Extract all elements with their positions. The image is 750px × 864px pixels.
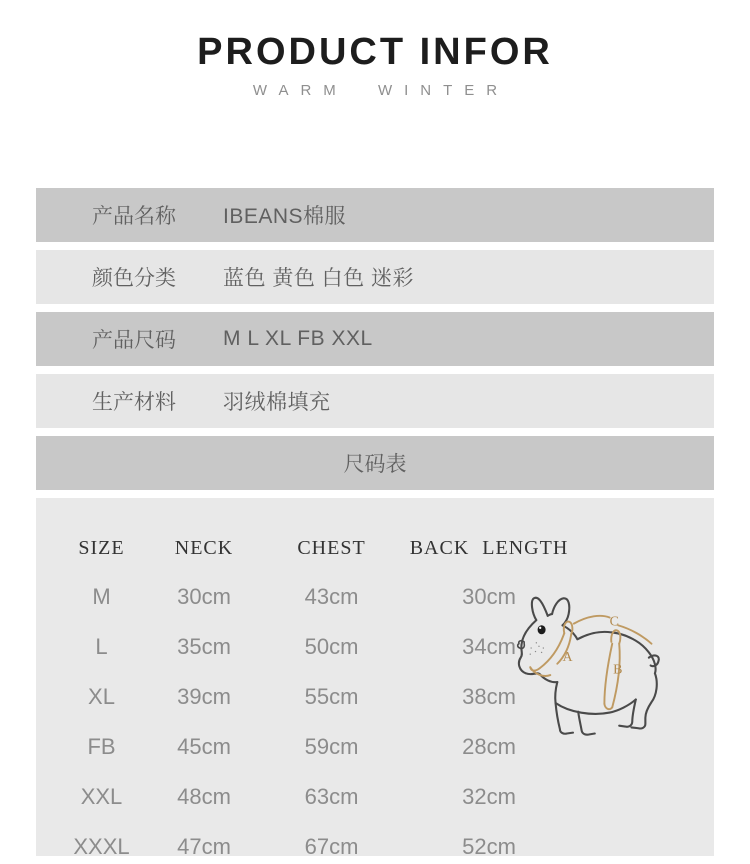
neck-cell: 39cm	[177, 684, 231, 709]
french-bulldog-illustration	[498, 574, 714, 750]
chest-cell: 55cm	[304, 684, 359, 709]
table-row	[54, 822, 714, 856]
info-label: 颜色分类	[92, 267, 176, 290]
back-cell: 34cm	[462, 634, 516, 659]
back-cell: 30cm	[462, 584, 516, 609]
dog-measurement-diagram	[498, 574, 714, 750]
back-cell: 52cm	[462, 834, 516, 856]
page-subtitle: WARM WINTER	[252, 82, 510, 99]
back-cell: 32cm	[462, 784, 516, 809]
size-cell: FB	[87, 734, 116, 759]
info-row-material	[36, 374, 714, 428]
neck-cell: 30cm	[177, 584, 231, 609]
product-info-table	[36, 188, 714, 490]
col-header-size: SIZE	[78, 536, 125, 559]
back-measure-label: C	[609, 614, 619, 630]
info-label: 产品尺码	[92, 329, 176, 352]
size-chart-panel	[36, 498, 714, 856]
neck-cell: 45cm	[177, 734, 231, 759]
chest-cell: 63cm	[304, 784, 359, 809]
neck-measure-label: A	[562, 650, 573, 666]
table-row	[54, 772, 714, 822]
dog-eye	[538, 625, 546, 634]
col-header-back-length: BACK LENGTH	[409, 536, 569, 559]
info-value: 蓝色 黄色 白色 迷彩	[223, 267, 415, 290]
size-chart-section-header	[36, 436, 714, 490]
page-title: PRODUCT INFOR	[197, 31, 553, 73]
size-cell: XXL	[80, 784, 123, 809]
page-header	[0, 0, 750, 99]
info-row-color-options	[36, 250, 714, 304]
back-measure-line	[574, 616, 610, 624]
neck-cell: 47cm	[177, 834, 231, 856]
info-label: 产品名称	[92, 205, 176, 228]
info-row-product-sizes	[36, 312, 714, 366]
chest-measure-label: B	[613, 662, 623, 678]
neck-cell: 48cm	[177, 784, 231, 809]
size-cell: M	[92, 584, 111, 609]
chest-cell: 50cm	[304, 634, 359, 659]
size-cell: XL	[88, 684, 115, 709]
info-value: M L XL FB XXL	[223, 327, 373, 350]
info-label: 生产材料	[92, 391, 176, 414]
size-cell: L	[95, 634, 108, 659]
size-chart-header-row	[54, 524, 714, 572]
info-row-product-name	[36, 188, 714, 242]
info-value: 羽绒棉填充	[223, 391, 331, 414]
size-cell: XXXL	[73, 834, 130, 856]
back-cell: 38cm	[462, 684, 516, 709]
info-value: IBEANS棉服	[223, 205, 347, 228]
chest-cell: 67cm	[304, 834, 359, 856]
back-cell: 28cm	[462, 734, 516, 759]
size-chart-title: 尺码表	[343, 453, 407, 476]
chest-cell: 43cm	[304, 584, 359, 609]
col-header-chest: CHEST	[297, 536, 366, 559]
neck-cell: 35cm	[177, 634, 231, 659]
col-header-neck: NECK	[174, 536, 234, 559]
chest-cell: 59cm	[304, 734, 359, 759]
